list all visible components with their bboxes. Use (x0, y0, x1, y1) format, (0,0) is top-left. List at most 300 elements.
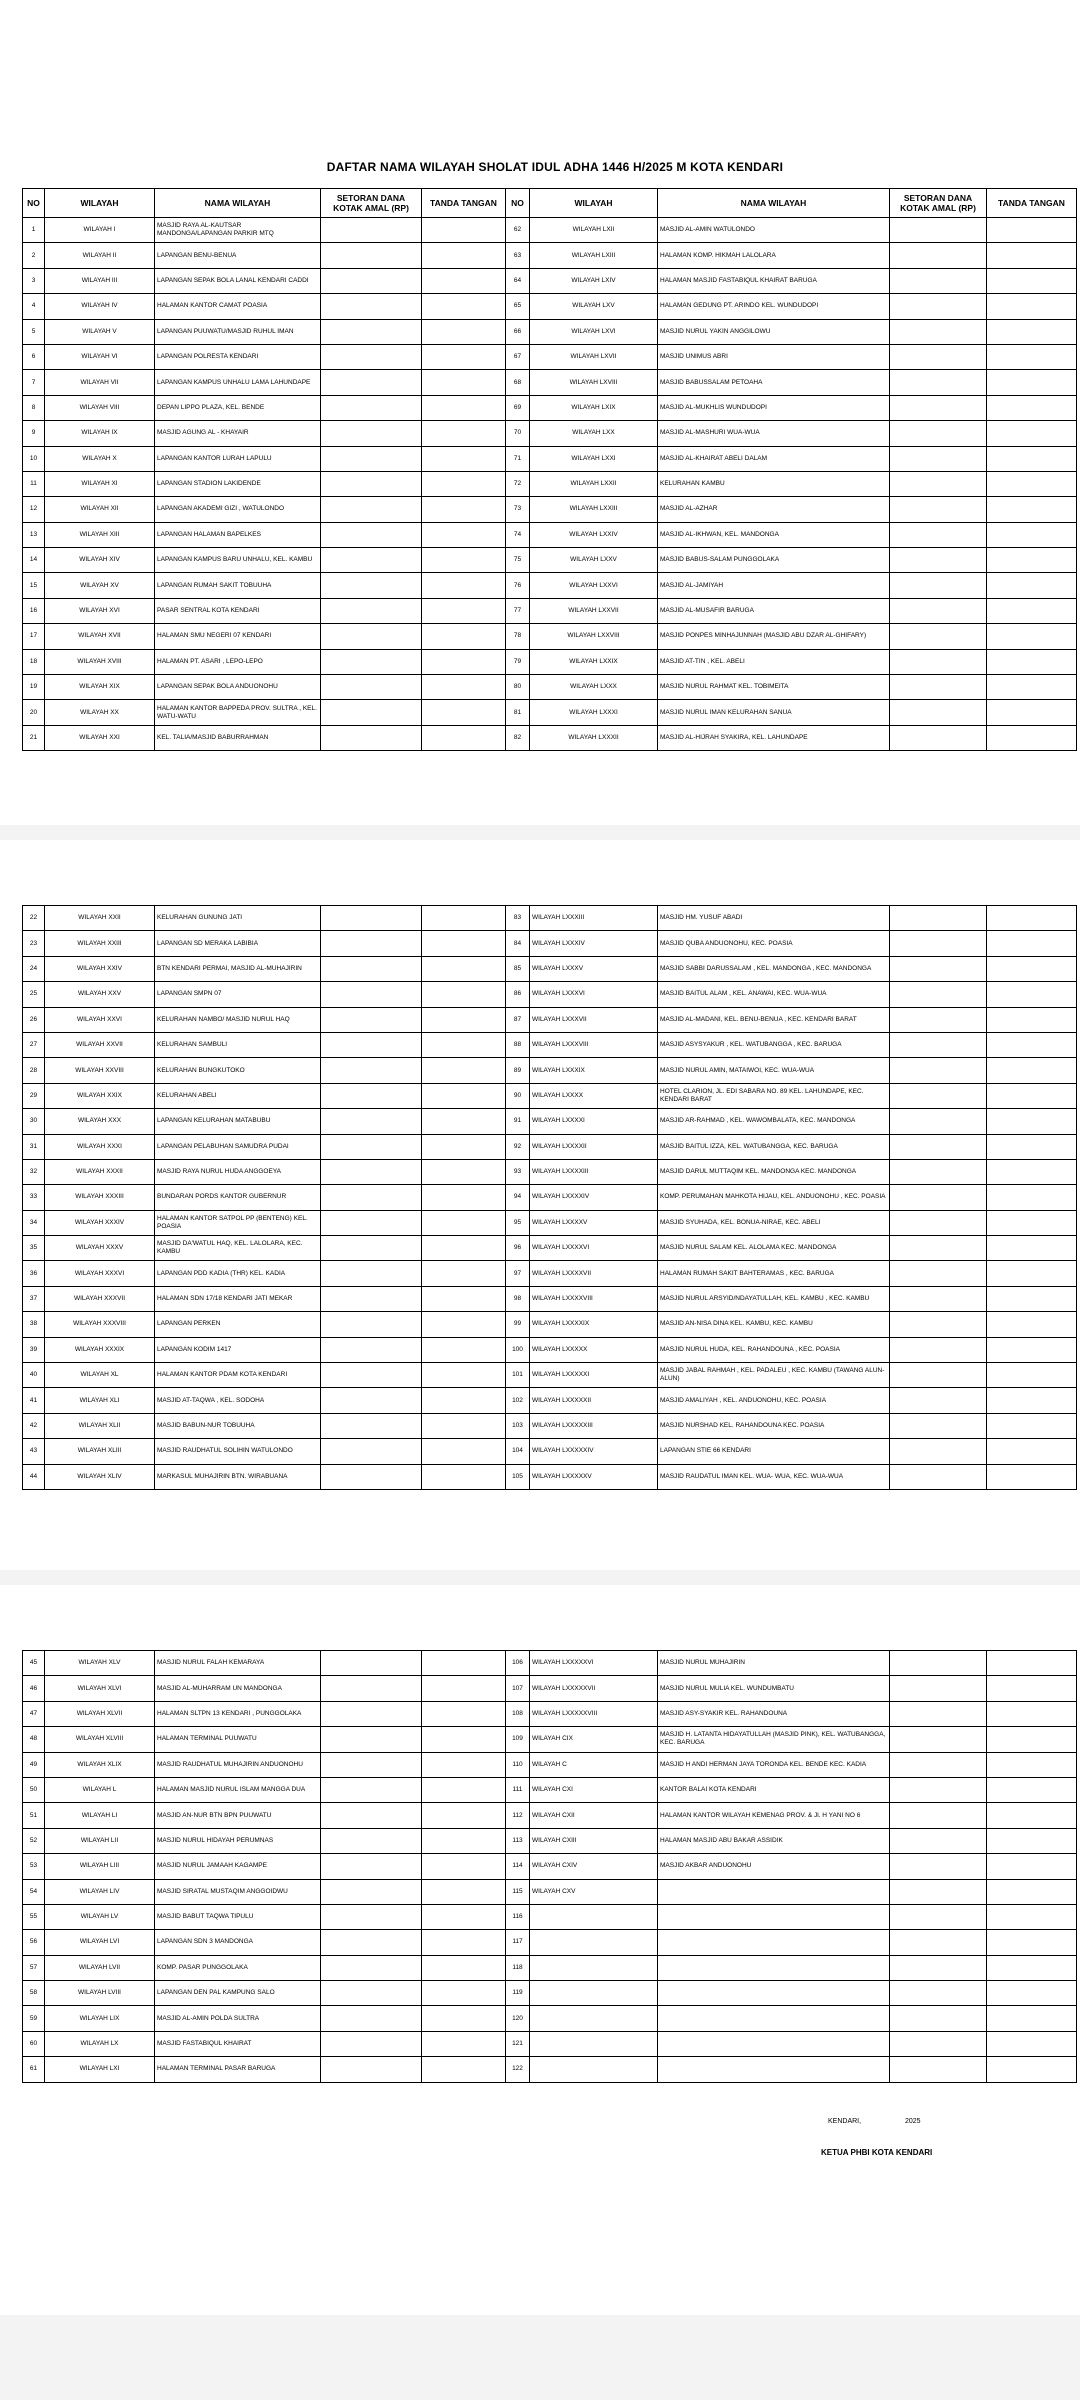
cell-setoran[interactable] (890, 700, 987, 725)
cell-setoran[interactable] (321, 243, 422, 268)
cell-tanda-tangan[interactable] (422, 497, 506, 522)
cell-tanda-tangan[interactable] (422, 319, 506, 344)
table-row (23, 1701, 1077, 1726)
cell-setoran[interactable] (321, 1083, 422, 1108)
cell-setoran[interactable] (321, 624, 422, 649)
cell-setoran[interactable] (890, 218, 987, 243)
cell-setoran[interactable] (321, 1828, 422, 1853)
table-row (23, 1210, 1077, 1235)
cell-tanda-tangan[interactable] (987, 1058, 1077, 1083)
cell-tanda-tangan[interactable] (422, 1701, 506, 1726)
cell-tanda-tangan[interactable] (422, 1058, 506, 1083)
cell-no: 55 (23, 1904, 45, 1929)
cell-tanda-tangan[interactable] (422, 700, 506, 725)
cell-wilayah: WILAYAH CXII (530, 1803, 658, 1828)
cell-setoran[interactable] (321, 1752, 422, 1777)
cell-setoran[interactable] (321, 931, 422, 956)
cell-setoran[interactable] (321, 1032, 422, 1057)
cell-tanda-tangan[interactable] (422, 1236, 506, 1261)
cell-setoran[interactable] (890, 1752, 987, 1777)
cell-setoran[interactable] (890, 243, 987, 268)
cell-wilayah: WILAYAH XIII (45, 522, 155, 547)
cell-wilayah: WILAYAH XXV (45, 982, 155, 1007)
table-row (23, 2057, 1077, 2082)
cell-tanda-tangan[interactable] (987, 243, 1077, 268)
cell-tanda-tangan[interactable] (422, 344, 506, 369)
cell-setoran[interactable] (890, 598, 987, 623)
cell-tanda-tangan[interactable] (987, 1007, 1077, 1032)
cell-setoran[interactable] (321, 395, 422, 420)
cell-tanda-tangan[interactable] (987, 2031, 1077, 2056)
cell-tanda-tangan[interactable] (422, 1007, 506, 1032)
cell-setoran[interactable] (890, 1312, 987, 1337)
cell-tanda-tangan[interactable] (422, 2031, 506, 2056)
cell-tanda-tangan[interactable] (987, 700, 1077, 725)
cell-tanda-tangan[interactable] (422, 1210, 506, 1235)
cell-no: 10 (23, 446, 45, 471)
cell-tanda-tangan[interactable] (422, 218, 506, 243)
cell-setoran[interactable] (321, 1676, 422, 1701)
cell-setoran[interactable] (321, 1651, 422, 1676)
cell-setoran[interactable] (890, 1388, 987, 1413)
cell-setoran[interactable] (890, 1701, 987, 1726)
cell-setoran[interactable] (890, 1727, 987, 1752)
cell-setoran[interactable] (890, 370, 987, 395)
cell-setoran[interactable] (321, 1904, 422, 1929)
cell-tanda-tangan[interactable] (422, 1261, 506, 1286)
cell-setoran[interactable] (321, 1236, 422, 1261)
table-row (23, 1854, 1077, 1879)
cell-tanda-tangan[interactable] (422, 1464, 506, 1489)
cell-wilayah: WILAYAH V (45, 319, 155, 344)
cell-setoran[interactable] (321, 218, 422, 243)
cell-setoran[interactable] (321, 548, 422, 573)
cell-tanda-tangan[interactable] (987, 649, 1077, 674)
cell-tanda-tangan[interactable] (987, 522, 1077, 547)
table-row (23, 344, 1077, 369)
cell-tanda-tangan[interactable] (987, 1286, 1077, 1311)
cell-tanda-tangan[interactable] (987, 1083, 1077, 1108)
cell-tanda-tangan[interactable] (987, 421, 1077, 446)
cell-setoran[interactable] (321, 1210, 422, 1235)
cell-tanda-tangan[interactable] (422, 906, 506, 931)
table-row (23, 956, 1077, 981)
cell-setoran[interactable] (890, 1185, 987, 1210)
cell-tanda-tangan[interactable] (422, 1854, 506, 1879)
cell-tanda-tangan[interactable] (987, 1676, 1077, 1701)
cell-no: 81 (506, 700, 530, 725)
cell-no: 115 (506, 1879, 530, 1904)
cell-nama-wilayah: KELURAHAN NAMBO/ MASJID NURUL HAQ (155, 1007, 321, 1032)
cell-setoran[interactable] (321, 1363, 422, 1388)
cell-tanda-tangan[interactable] (987, 2057, 1077, 2082)
cell-setoran[interactable] (321, 1007, 422, 1032)
cell-setoran[interactable] (321, 268, 422, 293)
cell-tanda-tangan[interactable] (422, 931, 506, 956)
cell-tanda-tangan[interactable] (987, 1159, 1077, 1184)
cell-setoran[interactable] (890, 2031, 987, 2056)
cell-nama-wilayah: MASJID AN-NISA DINA KEL. KAMBU, KEC. KAMBU (658, 1312, 890, 1337)
cell-setoran[interactable] (321, 1930, 422, 1955)
cell-setoran[interactable] (321, 1413, 422, 1438)
cell-setoran[interactable] (321, 421, 422, 446)
cell-tanda-tangan[interactable] (422, 1032, 506, 1057)
cell-tanda-tangan[interactable] (987, 1413, 1077, 1438)
cell-setoran[interactable] (321, 319, 422, 344)
cell-setoran[interactable] (890, 675, 987, 700)
cell-setoran[interactable] (321, 675, 422, 700)
cell-setoran[interactable] (890, 1879, 987, 1904)
cell-setoran[interactable] (321, 700, 422, 725)
cell-tanda-tangan[interactable] (422, 1727, 506, 1752)
cell-setoran[interactable] (890, 497, 987, 522)
cell-setoran[interactable] (321, 497, 422, 522)
cell-tanda-tangan[interactable] (422, 1879, 506, 1904)
cell-setoran[interactable] (890, 1261, 987, 1286)
cell-setoran[interactable] (890, 421, 987, 446)
cell-setoran[interactable] (890, 2006, 987, 2031)
cell-setoran[interactable] (321, 522, 422, 547)
cell-tanda-tangan[interactable] (987, 370, 1077, 395)
cell-tanda-tangan[interactable] (987, 1651, 1077, 1676)
cell-no: 19 (23, 675, 45, 700)
cell-setoran[interactable] (321, 2006, 422, 2031)
cell-tanda-tangan[interactable] (422, 446, 506, 471)
cell-setoran[interactable] (321, 2057, 422, 2082)
cell-setoran[interactable] (890, 1413, 987, 1438)
cell-tanda-tangan[interactable] (987, 598, 1077, 623)
cell-setoran[interactable] (321, 1185, 422, 1210)
cell-tanda-tangan[interactable] (987, 1727, 1077, 1752)
cell-no: 6 (23, 344, 45, 369)
cell-wilayah: WILAYAH XXI (45, 725, 155, 750)
cell-tanda-tangan[interactable] (422, 624, 506, 649)
cell-setoran[interactable] (890, 1777, 987, 1802)
cell-tanda-tangan[interactable] (987, 268, 1077, 293)
cell-tanda-tangan[interactable] (987, 1464, 1077, 1489)
cell-setoran[interactable] (890, 931, 987, 956)
cell-setoran[interactable] (890, 1286, 987, 1311)
cell-setoran[interactable] (321, 294, 422, 319)
cell-tanda-tangan[interactable] (987, 2006, 1077, 2031)
cell-setoran[interactable] (890, 956, 987, 981)
cell-setoran[interactable] (321, 1879, 422, 1904)
cell-setoran[interactable] (890, 294, 987, 319)
cell-no: 26 (23, 1007, 45, 1032)
cell-tanda-tangan[interactable] (987, 1701, 1077, 1726)
cell-tanda-tangan[interactable] (987, 1337, 1077, 1362)
cell-setoran[interactable] (890, 1083, 987, 1108)
cell-setoran[interactable] (890, 1109, 987, 1134)
cell-setoran[interactable] (890, 319, 987, 344)
cell-setoran[interactable] (890, 1210, 987, 1235)
cell-setoran[interactable] (890, 1955, 987, 1980)
cell-setoran[interactable] (321, 1439, 422, 1464)
cell-tanda-tangan[interactable] (987, 446, 1077, 471)
cell-setoran[interactable] (321, 370, 422, 395)
cell-tanda-tangan[interactable] (422, 471, 506, 496)
cell-setoran[interactable] (321, 1286, 422, 1311)
cell-tanda-tangan[interactable] (422, 1083, 506, 1108)
cell-wilayah: WILAYAH XL (45, 1363, 155, 1388)
cell-tanda-tangan[interactable] (422, 725, 506, 750)
cell-wilayah: WILAYAH IX (45, 421, 155, 446)
cell-tanda-tangan[interactable] (422, 1109, 506, 1134)
cell-setoran[interactable] (321, 1134, 422, 1159)
cell-setoran[interactable] (321, 982, 422, 1007)
cell-tanda-tangan[interactable] (422, 421, 506, 446)
cell-tanda-tangan[interactable] (422, 982, 506, 1007)
cell-tanda-tangan[interactable] (422, 1981, 506, 2006)
cell-tanda-tangan[interactable] (987, 956, 1077, 981)
cell-setoran[interactable] (890, 2057, 987, 2082)
cell-tanda-tangan[interactable] (422, 1312, 506, 1337)
cell-setoran[interactable] (321, 1701, 422, 1726)
cell-setoran[interactable] (890, 1981, 987, 2006)
cell-wilayah: WILAYAH L (45, 1777, 155, 1802)
cell-tanda-tangan[interactable] (987, 573, 1077, 598)
cell-tanda-tangan[interactable] (987, 1803, 1077, 1828)
cell-setoran[interactable] (890, 573, 987, 598)
cell-setoran[interactable] (890, 1134, 987, 1159)
cell-no: 118 (506, 1955, 530, 1980)
cell-tanda-tangan[interactable] (422, 1803, 506, 1828)
cell-tanda-tangan[interactable] (987, 982, 1077, 1007)
cell-setoran[interactable] (321, 1981, 422, 2006)
cell-setoran[interactable] (890, 1337, 987, 1362)
cell-tanda-tangan[interactable] (422, 395, 506, 420)
cell-nama-wilayah: KELURAHAN SAMBULI (155, 1032, 321, 1057)
cell-tanda-tangan[interactable] (987, 725, 1077, 750)
cell-tanda-tangan[interactable] (987, 1879, 1077, 1904)
cell-wilayah: WILAYAH LXXXXXIV (530, 1439, 658, 1464)
cell-tanda-tangan[interactable] (987, 906, 1077, 931)
cell-tanda-tangan[interactable] (987, 344, 1077, 369)
cell-setoran[interactable] (321, 598, 422, 623)
cell-setoran[interactable] (890, 1904, 987, 1929)
cell-setoran[interactable] (890, 906, 987, 931)
cell-setoran[interactable] (321, 344, 422, 369)
cell-setoran[interactable] (890, 548, 987, 573)
cell-tanda-tangan[interactable] (987, 1854, 1077, 1879)
cell-nama-wilayah: MASJID AL-IKHWAN, KEL. MANDONGA (658, 522, 890, 547)
cell-tanda-tangan[interactable] (422, 1955, 506, 1980)
cell-tanda-tangan[interactable] (422, 598, 506, 623)
cell-setoran[interactable] (321, 1777, 422, 1802)
cell-setoran[interactable] (890, 395, 987, 420)
cell-setoran[interactable] (890, 446, 987, 471)
cell-setoran[interactable] (890, 344, 987, 369)
table-page-2 (22, 905, 1077, 1490)
cell-setoran[interactable] (321, 956, 422, 981)
cell-setoran[interactable] (890, 1159, 987, 1184)
cell-tanda-tangan[interactable] (422, 548, 506, 573)
cell-tanda-tangan[interactable] (422, 1134, 506, 1159)
cell-setoran[interactable] (321, 1388, 422, 1413)
cell-tanda-tangan[interactable] (422, 1676, 506, 1701)
cell-tanda-tangan[interactable] (987, 1930, 1077, 1955)
cell-wilayah: WILAYAH LXXXXXI (530, 1363, 658, 1388)
cell-tanda-tangan[interactable] (987, 1828, 1077, 1853)
cell-setoran[interactable] (890, 1363, 987, 1388)
cell-tanda-tangan[interactable] (422, 2057, 506, 2082)
cell-tanda-tangan[interactable] (987, 1109, 1077, 1134)
cell-setoran[interactable] (890, 1676, 987, 1701)
cell-tanda-tangan[interactable] (422, 370, 506, 395)
cell-no: 67 (506, 344, 530, 369)
cell-setoran[interactable] (890, 725, 987, 750)
cell-setoran[interactable] (321, 1727, 422, 1752)
cell-wilayah: WILAYAH XLI (45, 1388, 155, 1413)
cell-no: 109 (506, 1727, 530, 1752)
cell-setoran[interactable] (890, 1464, 987, 1489)
cell-tanda-tangan[interactable] (422, 1828, 506, 1853)
cell-no: 9 (23, 421, 45, 446)
cell-no: 79 (506, 649, 530, 674)
cell-tanda-tangan[interactable] (422, 1930, 506, 1955)
cell-setoran[interactable] (890, 1828, 987, 1853)
cell-no: 5 (23, 319, 45, 344)
cell-wilayah: WILAYAH LXXVII (530, 598, 658, 623)
cell-tanda-tangan[interactable] (422, 573, 506, 598)
cell-tanda-tangan[interactable] (422, 1439, 506, 1464)
cell-tanda-tangan[interactable] (987, 1981, 1077, 2006)
cell-setoran[interactable] (321, 1159, 422, 1184)
cell-no: 33 (23, 1185, 45, 1210)
cell-tanda-tangan[interactable] (422, 2006, 506, 2031)
cell-no: 50 (23, 1777, 45, 1802)
cell-tanda-tangan[interactable] (422, 243, 506, 268)
cell-setoran[interactable] (321, 1955, 422, 1980)
cell-setoran[interactable] (321, 573, 422, 598)
header-nama-wilayah: NAMA WILAYAH (658, 189, 890, 218)
cell-no: 76 (506, 573, 530, 598)
cell-tanda-tangan[interactable] (422, 294, 506, 319)
cell-setoran[interactable] (890, 268, 987, 293)
cell-setoran[interactable] (890, 1439, 987, 1464)
cell-setoran[interactable] (321, 446, 422, 471)
cell-tanda-tangan[interactable] (422, 1337, 506, 1362)
cell-setoran[interactable] (890, 1058, 987, 1083)
cell-nama-wilayah: MASJID BABUT TAQWA TIPULU (155, 1904, 321, 1929)
cell-wilayah: WILAYAH LXXVI (530, 573, 658, 598)
cell-tanda-tangan[interactable] (987, 1752, 1077, 1777)
table-page-3 (22, 1650, 1077, 2083)
cell-setoran[interactable] (890, 1930, 987, 1955)
cell-tanda-tangan[interactable] (422, 649, 506, 674)
cell-tanda-tangan[interactable] (422, 1413, 506, 1438)
cell-no: 73 (506, 497, 530, 522)
cell-setoran[interactable] (321, 906, 422, 931)
cell-tanda-tangan[interactable] (987, 1777, 1077, 1802)
cell-nama-wilayah: LAPANGAN KANTOR LURAH LAPULU (155, 446, 321, 471)
cell-tanda-tangan[interactable] (422, 1286, 506, 1311)
cell-setoran[interactable] (890, 1651, 987, 1676)
cell-tanda-tangan[interactable] (422, 675, 506, 700)
cell-setoran[interactable] (890, 624, 987, 649)
table-row (23, 931, 1077, 956)
cell-setoran[interactable] (321, 1261, 422, 1286)
cell-tanda-tangan[interactable] (987, 1363, 1077, 1388)
cell-no: 22 (23, 906, 45, 931)
cell-wilayah: WILAYAH LXXXXII (530, 1134, 658, 1159)
cell-tanda-tangan[interactable] (987, 1185, 1077, 1210)
cell-no: 94 (506, 1185, 530, 1210)
cell-tanda-tangan[interactable] (987, 497, 1077, 522)
cell-tanda-tangan[interactable] (987, 1904, 1077, 1929)
cell-setoran[interactable] (321, 1058, 422, 1083)
cell-setoran[interactable] (890, 1236, 987, 1261)
cell-tanda-tangan[interactable] (987, 675, 1077, 700)
cell-setoran[interactable] (321, 2031, 422, 2056)
cell-tanda-tangan[interactable] (987, 1261, 1077, 1286)
cell-nama-wilayah: LAPANGAN KODIM 1417 (155, 1337, 321, 1362)
cell-setoran[interactable] (321, 1854, 422, 1879)
cell-setoran[interactable] (890, 1007, 987, 1032)
cell-no: 2 (23, 243, 45, 268)
cell-tanda-tangan[interactable] (987, 218, 1077, 243)
footer-year: 2025 (905, 2118, 921, 2125)
cell-tanda-tangan[interactable] (987, 294, 1077, 319)
cell-tanda-tangan[interactable] (987, 319, 1077, 344)
cell-setoran[interactable] (321, 649, 422, 674)
cell-tanda-tangan[interactable] (987, 1312, 1077, 1337)
cell-setoran[interactable] (321, 1109, 422, 1134)
cell-setoran[interactable] (890, 649, 987, 674)
cell-tanda-tangan[interactable] (987, 1955, 1077, 1980)
cell-tanda-tangan[interactable] (987, 1032, 1077, 1057)
cell-setoran[interactable] (321, 1464, 422, 1489)
cell-setoran[interactable] (890, 1032, 987, 1057)
cell-tanda-tangan[interactable] (422, 1388, 506, 1413)
cell-tanda-tangan[interactable] (987, 1388, 1077, 1413)
cell-tanda-tangan[interactable] (422, 522, 506, 547)
cell-tanda-tangan[interactable] (987, 548, 1077, 573)
cell-no: 117 (506, 1930, 530, 1955)
cell-tanda-tangan[interactable] (987, 395, 1077, 420)
cell-setoran[interactable] (890, 982, 987, 1007)
cell-tanda-tangan[interactable] (987, 931, 1077, 956)
cell-tanda-tangan[interactable] (422, 1185, 506, 1210)
cell-tanda-tangan[interactable] (987, 1134, 1077, 1159)
cell-tanda-tangan[interactable] (422, 1904, 506, 1929)
cell-setoran[interactable] (890, 471, 987, 496)
cell-tanda-tangan[interactable] (422, 956, 506, 981)
cell-setoran[interactable] (321, 1803, 422, 1828)
cell-wilayah: WILAYAH LXXXXVIII (530, 1286, 658, 1311)
cell-no: 88 (506, 1032, 530, 1057)
cell-setoran[interactable] (321, 1312, 422, 1337)
cell-tanda-tangan[interactable] (422, 268, 506, 293)
table-row (23, 649, 1077, 674)
cell-tanda-tangan[interactable] (987, 1210, 1077, 1235)
cell-tanda-tangan[interactable] (422, 1777, 506, 1802)
cell-tanda-tangan[interactable] (987, 471, 1077, 496)
cell-tanda-tangan[interactable] (422, 1752, 506, 1777)
cell-setoran[interactable] (321, 471, 422, 496)
cell-tanda-tangan[interactable] (987, 1439, 1077, 1464)
cell-setoran[interactable] (321, 1337, 422, 1362)
cell-tanda-tangan[interactable] (987, 1236, 1077, 1261)
cell-setoran[interactable] (890, 1854, 987, 1879)
cell-tanda-tangan[interactable] (987, 624, 1077, 649)
cell-setoran[interactable] (321, 725, 422, 750)
cell-tanda-tangan[interactable] (422, 1363, 506, 1388)
cell-setoran[interactable] (890, 522, 987, 547)
cell-tanda-tangan[interactable] (422, 1651, 506, 1676)
cell-tanda-tangan[interactable] (422, 1159, 506, 1184)
cell-setoran[interactable] (890, 1803, 987, 1828)
